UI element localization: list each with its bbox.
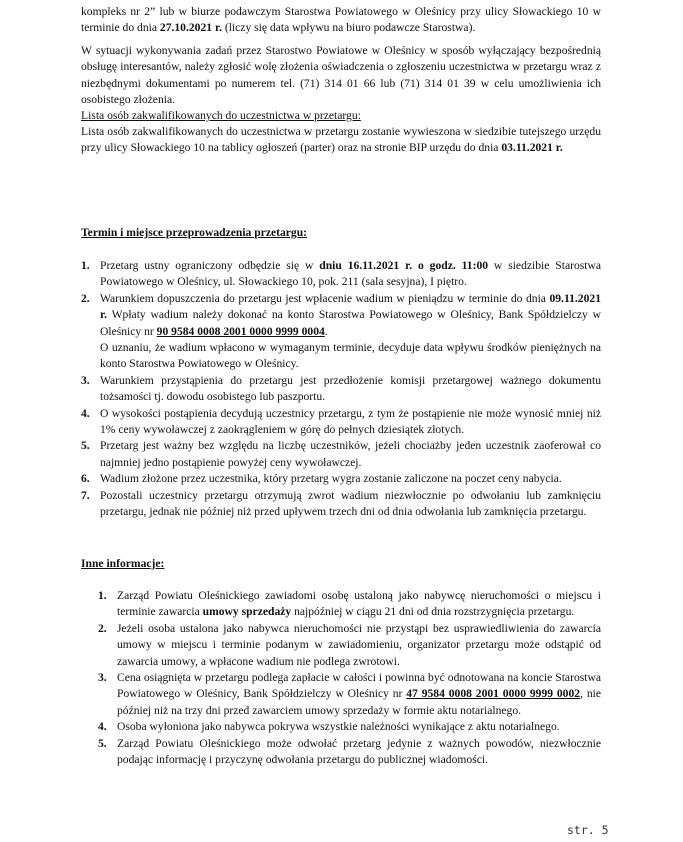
payment-account-number: 47 9584 0008 2001 0000 9999 0002 (406, 687, 581, 701)
other-info-list (98, 588, 601, 768)
item-note: O uznaniu, że wadium wpłacono w wymaganym terminie, decyduje data wpływu środków pieniężnych na konto Starostwa Powiatowego w Oleśnicy. (100, 341, 601, 371)
qualified-list-text: Lista osób zakwalifikowanych do uczestnictwa w przetargu zostanie wywieszona w siedzibie tutejszego urzędu przy ulicy Słowackiego 10 na tablicy ogłoszeń (parter) oraz na stronie BIP urzędu do dnia (81, 125, 601, 155)
list-item (81, 373, 601, 406)
intro-text: (liczy się data wpływu na biuro podawcze Starostwa). (221, 21, 476, 35)
list-item (81, 488, 601, 521)
item-text: Zarząd Powiatu Oleśnickiego może odwołać przetarg jedynie z ważnych powodów, niezwłocznie podając informację i przyczynę odwołania przetargu do publicznej wiadomości. (117, 736, 601, 767)
item-text: Jeżeli osoba ustalona jako nabywca nieruchomości nie przystąpi bez usprawiedliwienia do zawarcia umowy w miejscu i terminie podanym w zawiadomieniu, organizator przetargu może odstąpić od zawarcia umowy, a wpłacone wadium nie podlega zwrotowi. (117, 621, 601, 668)
item-number: 2. (81, 291, 90, 305)
deadline-date: 27.10.2021 r. (159, 21, 222, 35)
auction-terms-list (81, 258, 602, 521)
auction-date: dniu 16.11.2021 r. o godz. 11:00 (319, 259, 489, 272)
section-heading-other-info: Inne informacje: (81, 557, 165, 570)
deposit-account-number: 90 9584 0008 2001 0000 9999 0004 (156, 324, 325, 338)
item-number: 7. (81, 488, 90, 502)
item-text: O wysokości postąpienia decydują uczestnicy przetargu, z tym że postąpienie nie może wynosić mniej niż 1% ceny wywoławczej z zaokrągleniem w górę do pełnych dziesiątek złotych. (100, 406, 601, 437)
page-number: str. 5 (567, 823, 609, 837)
deposit-deadline: 09.11.2021 r. (100, 291, 601, 322)
item-number: 2. (98, 621, 107, 635)
list-item (98, 588, 601, 621)
item-text: Warunkiem przystąpienia do przetargu jest przedłożenie komisji przetargowej ważnego dokumentu tożsamości tj. dowodu osobistego lub paszportu. (100, 373, 601, 404)
item-text: Wpłaty wadium należy dokonać na konto Starostwa Powiatowego w Oleśnicy, Bank Spółdzielczy w Oleśnicy nr (100, 308, 601, 338)
item-number: 3. (98, 671, 107, 685)
list-item (81, 406, 601, 439)
item-number: 4. (98, 720, 107, 734)
intro-paragraph-2 (81, 43, 601, 109)
item-text: Zarząd Powiatu Oleśnickiego zawiadomi osobę ustaloną jako nabywcę nieruchomości o miejscu i terminie zawarcia (117, 589, 601, 619)
item-text: Przetarg jest ważny bez względu na liczbę uczestników, jeżeli chociażby jeden uczestnik zaoferował co najmniej jedno postąpienie powyżej ceny wywoławczej. (100, 439, 601, 469)
item-text: w siedzibie Starostwa Powiatowego w Oleśnicy, ul. Słowackiego 10, pok. 211 (sala sesyjna), I piętro. (100, 259, 602, 289)
item-text: Pozostali uczestnicy przetargu otrzymują zwrot wadium niezwłocznie po odwołaniu lub zamknięciu przetargu, jednak nie później niż przed upływem trzech dni od dnia odwołania lub zamknięcia przetargu. (100, 488, 601, 519)
item-number: 3. (81, 373, 90, 387)
sale-agreement: umowy sprzedaży (202, 605, 292, 619)
list-item (81, 258, 602, 291)
intro-text: kompleks nr 2” lub w biurze podawczym Starostwa Powiatowego w Oleśnicy przy ulicy Słowackiego 10 w terminie do dnia (81, 5, 601, 35)
list-item (98, 736, 601, 769)
item-number: 5. (98, 736, 107, 750)
list-item (98, 621, 601, 670)
list-item (98, 670, 601, 719)
section-heading-auction-time-place: Termin i miejsce przeprowadzenia przetargu: (81, 226, 308, 239)
list-item (81, 471, 601, 487)
item-text: . (324, 324, 328, 338)
item-number: 6. (81, 472, 90, 486)
list-publication-date: 03.11.2021 r. (501, 141, 563, 155)
intro-paragraph-1 (81, 4, 601, 37)
qualified-list-heading: Lista osób zakwalifikowanych do uczestnictwa w przetargu: (81, 109, 361, 122)
list-item (98, 719, 601, 735)
item-text: Wadium złożone przez uczestnika, który przetarg wygra zostanie zaliczone na poczet ceny nabycia. (100, 472, 562, 486)
item-number: 1. (81, 259, 90, 272)
item-text: Osoba wyłoniona jako nabywca pokrywa wszystkie należności wynikające z aktu notarialnego. (117, 720, 560, 734)
item-text: Przetarg ustny ograniczony odbędzie się w (100, 259, 320, 272)
intro-paragraph-3 (81, 124, 601, 157)
item-number: 5. (81, 439, 90, 453)
item-number: 1. (98, 589, 107, 602)
list-item (81, 291, 601, 373)
item-text: Warunkiem dopuszczenia do przetargu jest wpłacenie wadium w pieniądzu w terminie do dnia (100, 291, 550, 305)
item-text: , nie później niż na trzy dni przed zawarciem umowy sprzedaży w formie aktu notarialnego. (117, 687, 601, 717)
item-text: Cena osiągnięta w przetargu podlega zapłacie w całości i powinna być odnotowana na koncie Starostwa Powiatowego w Oleśnicy, Bank Spółdzielczy w Oleśnicy nr (117, 671, 601, 701)
item-number: 4. (81, 406, 90, 420)
item-text: najpóźniej w ciągu 21 dni od dnia rozstrzygnięcia przetargu. (291, 605, 575, 619)
list-item (81, 438, 601, 471)
remote-submission-text: W sytuacji wykonywania zadań przez Starostwo Powiatowe w Oleśnicy w sposób wyłączający bezpośrednią obsługę interesantów, należy zgłosić wolę złożenia oświadczenia o zgłoszeniu uczestnictwa w przetargu wraz z niezbędnymi dokumentami po numerem tel. (71) 314 01 66 lub (71) 314 01 39 w celu umożliwienia ich osobistego złożenia. (81, 44, 601, 107)
